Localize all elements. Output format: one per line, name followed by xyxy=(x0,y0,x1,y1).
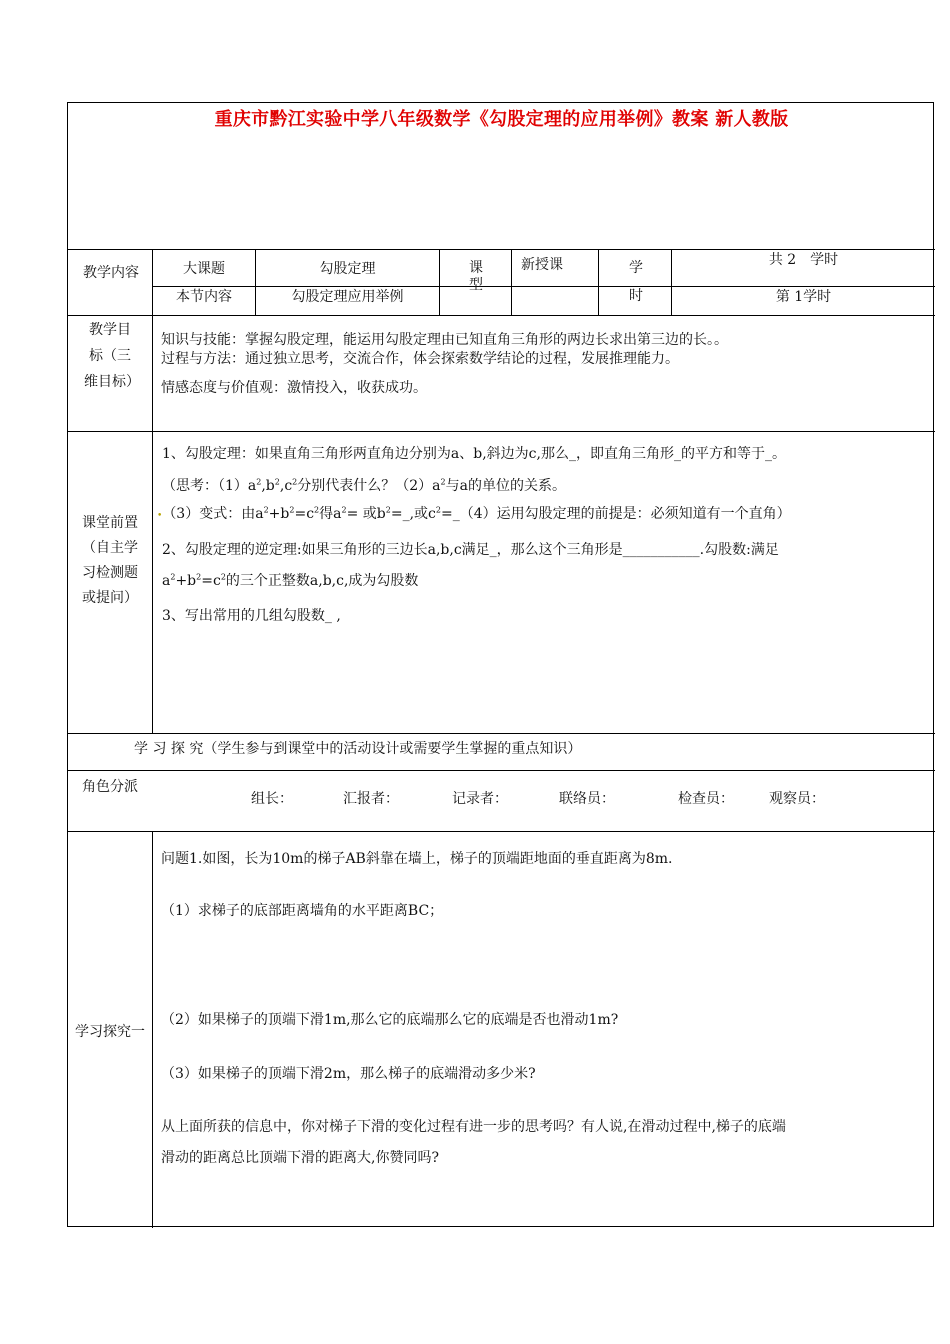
hours-label: 学时 xyxy=(629,260,643,304)
column-divider xyxy=(439,249,440,315)
role-liaison: 联络员： xyxy=(559,791,615,807)
section-value: 勾股定理应用举例 xyxy=(291,289,404,305)
role-recorder: 记录者： xyxy=(452,791,508,807)
big-topic-value: 勾股定理 xyxy=(319,261,376,277)
row-divider xyxy=(68,249,935,250)
preview-q1-variant: •（3）变式：由$a^2+b^2=c^2$得$a^2=$ 或$b^2=\_$,或$c^2=\_(4)$运用勾股定理的前提是：必须知道有一个直角） xyxy=(157,505,791,522)
role-leader: 组长： xyxy=(251,791,293,807)
explore-q2: （2）如果梯子的顶端下滑1m,那么它的底端那么它的底端是否也滑动1m? xyxy=(161,1012,619,1028)
row-divider xyxy=(153,286,935,287)
preview-q1-think: （思考：$(1)a^2,b^2,c^2$分别代表什么？$(2)a^2$与a的单位的关系。 xyxy=(162,477,566,494)
preview-q3: 3、写出常用的几组勾股数_ , xyxy=(162,608,341,624)
preview-q2-cont: $a^2+b^2=c^2$的三个正整数a,b,c,成为勾股数 xyxy=(162,572,419,589)
objective-process: 过程与方法：通过独立思考，交流合作，体会探索数学结论的过程，发展推理能力。 xyxy=(161,351,679,367)
objective-attitude: 情感态度与价值观：激情投入，收获成功。 xyxy=(161,380,427,396)
document-title: 重庆市黔江实验中学八年级数学《勾股定理的应用举例》教案 新人教版 xyxy=(214,109,789,130)
preview-label: 课堂前置（自主学习检测题或提问） xyxy=(82,515,138,606)
row-divider xyxy=(68,431,935,432)
big-topic-label: 大课题 xyxy=(183,261,225,277)
role-checker: 检查员： xyxy=(678,791,734,807)
explore-q4-line1: 从上面所获的信息中，你对梯子下滑的变化过程有进一步的思考吗？有人说,在滑动过程中,梯子的底端 xyxy=(161,1119,786,1135)
role-observer: 观察员： xyxy=(769,791,825,807)
lesson-type-value: 新授课 xyxy=(521,257,563,273)
row-divider xyxy=(68,733,935,734)
objectives-label: 教学目标（三维目标） xyxy=(84,322,140,390)
explore-problem: 问题1.如图，长为10m的梯子AB斜靠在墙上，梯子的顶端距地面的垂直距离为8m. xyxy=(161,851,673,867)
explore-one-label: 学习探究一 xyxy=(75,1024,145,1040)
explore-q1: （1）求梯子的底部距离墙角的水平距离BC； xyxy=(161,903,444,919)
preview-q2: 2、勾股定理的逆定理:如果三角形的三边长a,b,c满足_，那么这个三角形是___________.勾股数:满足 xyxy=(162,542,779,558)
explore-q3: （3）如果梯子的顶端下滑2m，那么梯子的底端滑动多少米? xyxy=(161,1066,536,1082)
explore-header: 学 习 探 究（学生参与到课堂中的活动设计或需要学生掌握的重点知识） xyxy=(134,741,582,757)
roles-label: 角色分派 xyxy=(82,779,138,795)
lesson-type-label: 课型 xyxy=(469,260,483,293)
column-divider xyxy=(598,249,599,315)
teaching-content-label: 教学内容 xyxy=(83,265,139,281)
column-divider xyxy=(511,249,512,315)
objective-knowledge: 知识与技能：掌握勾股定理，能运用勾股定理由已知直角三角形的两边长求出第三边的长。。 xyxy=(161,332,728,348)
column-divider xyxy=(152,315,153,733)
column-divider xyxy=(152,831,153,1228)
role-reporter: 汇报者： xyxy=(343,791,399,807)
current-hour: 第 1学时 xyxy=(775,289,832,305)
row-divider xyxy=(68,315,935,316)
explore-q4-line2: 滑动的距离总比顶端下滑的距离大,你赞同吗? xyxy=(161,1150,439,1166)
row-divider xyxy=(68,831,935,832)
preview-q1: 1、勾股定理：如果直角三角形两直角边分别为a、b,斜边为c,那么_，即直角三角形_的平方和等于_。 xyxy=(162,446,786,462)
lesson-plan-table xyxy=(67,102,934,1227)
total-hours: 共 2 学时 xyxy=(768,252,839,268)
section-label: 本节内容 xyxy=(176,289,232,305)
row-divider xyxy=(68,770,935,771)
